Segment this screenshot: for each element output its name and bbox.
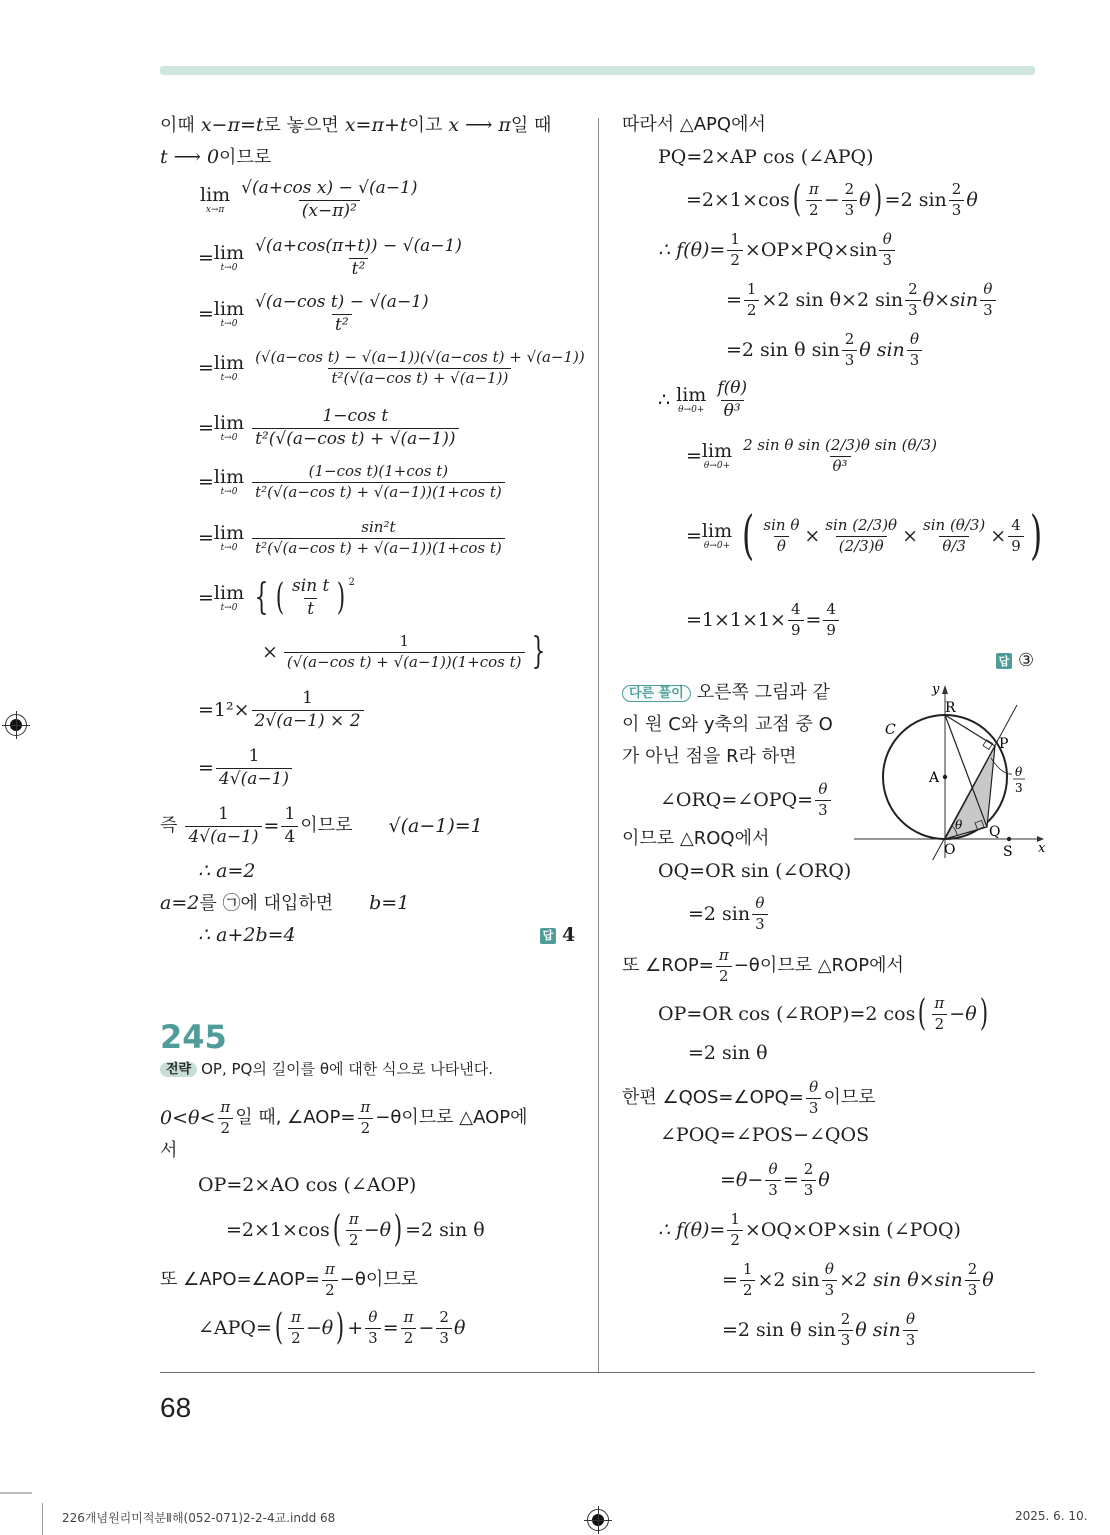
answer-badge-4: 답 4 (540, 926, 575, 945)
answer-icon: 답 (540, 928, 556, 944)
poq-line: ∠POQ=∠POS−∠QOS (660, 1124, 870, 1146)
therefore-a: ∴ a=2 (198, 860, 256, 882)
limit-step: = lim t→0 $\frac{\text{1−cos t}}{\text{t²(√(a−cos t) + √(a−1))}}$ (198, 408, 461, 449)
lim-line-1: ∴ lim θ→0+ $\frac{f(\theta)}{\text{θ³}}$ (658, 378, 748, 421)
poq-line-2: =θ− $\frac{\theta}{3}$ = $\frac{2}{3}$ θ (720, 1160, 830, 1199)
qos-line: 한편 ∠QOS=∠OPQ= $\frac{\theta}{3}$ 이므로 (622, 1078, 876, 1117)
problem-line-1-cont: 서 (160, 1140, 178, 1161)
alt-op-line-2: =2 sin θ (688, 1042, 768, 1064)
lim-line-3: = lim θ→0+ ( $\frac{\text{sin θ}}{\theta}$ × $\frac{\sin (2/3)\theta}{(2/3)\theta}$ × $\frac{\sin (\theta/3)}{\theta/3}$ × $\frac{4}{9}$ ) (686, 506, 1042, 566)
svg-text:Q: Q (989, 824, 1001, 840)
substitute-line: a=2 를 ㉠에 대입하면 b=1 (160, 892, 410, 914)
rop-line: 또 ∠ROP= $\frac{\pi}{2}$ −θ이므로 △ROP에서 (622, 946, 904, 985)
answer-icon: 답 (996, 653, 1012, 669)
answer-badge-3: 답 ③ (996, 652, 1034, 670)
svg-text:S: S (1003, 844, 1013, 860)
orq-line: ∠ORQ=∠OPQ= $\frac{\theta}{3}$ (660, 782, 833, 819)
limit-step: × $\frac{1}{\text{(√(a−cos t) + √(a−1))(1+cos t)}}$ } (262, 631, 545, 673)
column-divider (598, 118, 599, 1373)
f-line-2: = $\frac{1}{2}$ ×2 sin θ×2 sin $\frac{2}{3}$ θ×sin $\frac{\theta}{3}$ (726, 282, 998, 319)
svg-text:A: A (929, 770, 940, 786)
limit-step: lim x→π $\frac{\text{√(a+cos x) − √(a−1)}}{\text{(x−π)²}}$ (200, 178, 418, 221)
intro-line-1: 이때 x−π=t 로 놓으면 x=π+t 이고 x ⟶ π 일 때 (160, 114, 552, 136)
apq-line: ∠APQ= ( $\frac{\pi}{2}$ −θ ) + $\frac{\theta}{3}$ = $\frac{\pi}{2}$ − $\frac{2}{3}$ θ (198, 1307, 466, 1349)
alt-f-line-2: = $\frac{1}{2}$ ×2 sin $\frac{\theta}{3}$ ×2 sin θ×sin $\frac{2}{3}$ θ (722, 1260, 994, 1299)
op-line-2: =2×1×cos ( $\frac{\pi}{2}$ −θ ) =2 sin θ (226, 1209, 485, 1251)
svg-text:3: 3 (1015, 781, 1023, 795)
svg-text:C: C (885, 722, 896, 738)
problem-number: 245 (160, 1018, 227, 1056)
limit-step: = lim t→0 $\frac{√(a+\cos(\pi+t)) - √(a-1)}{\text{t²}}$ (198, 236, 462, 279)
bottom-rule (160, 1372, 1035, 1373)
lim-result: =1×1×1× $\frac{4}{9}$ = $\frac{4}{9}$ (686, 602, 841, 639)
limit-step: = lim t→0 { ( $\frac{\text{sin t}}{t}$ ) $^2$ (198, 576, 355, 619)
f-line-3: =2 sin θ sin $\frac{2}{3}$ θ sin $\frac{\theta}{3}$ (726, 332, 924, 369)
registration-mark-icon (587, 1509, 609, 1531)
limit-step: = lim t→0 $\frac{\text{(1−cos t)(1+cos t)}}{\text{t²(√(a−cos t) + √(a−1))(1+cos t)}}$ (198, 464, 507, 501)
limit-step: = lim t→0 $\frac{\text{(√(a−cos t) − √(a−1))(√(a−cos t) + √(a−1))}}{\text{t²(√(a−cos t) + √(a−1))}}$ (198, 348, 585, 387)
limit-step: = lim t→0 $\frac{\text{√(a−cos t) − √(a−1)}}{\text{t²}}$ (198, 292, 429, 335)
pq-line: PQ=2×AP cos (∠APQ) (658, 146, 874, 168)
geometry-figure (852, 680, 1047, 860)
crop-mark (0, 1492, 32, 1494)
circle-diagram (852, 680, 1047, 860)
registration-mark-icon (5, 714, 27, 736)
oq-line-2: =2 sin $\frac{\theta}{3}$ (688, 896, 770, 933)
svg-text:θ: θ (1015, 765, 1023, 779)
alt-solution-tag: 다른 풀이 (622, 685, 691, 702)
strategy-line: 전략 OP, PQ의 길이를 θ에 대한 식으로 나타낸다. (160, 1062, 493, 1077)
op-line: OP=2×AO cos (∠AOP) (198, 1174, 417, 1196)
right-line-1: 따라서 △APQ에서 (622, 114, 766, 135)
oq-line: OQ=OR sin (∠ORQ) (658, 860, 852, 882)
svg-text:x: x (1038, 841, 1046, 856)
svg-text:O: O (944, 842, 956, 858)
lim-line-2: = lim θ→0+ $\frac{\text{2 sin θ sin (2/3)θ sin (θ/3)}}{\text{θ³}}$ (686, 436, 937, 475)
top-header-bar (160, 66, 1035, 75)
alt-f-line-1: ∴ f(θ)= $\frac{1}{2}$ ×OQ×OP×sin (∠POQ) (658, 1210, 961, 1249)
svg-text:θ: θ (955, 818, 963, 832)
page-number: 68 (160, 1392, 192, 1423)
alt-solution-line-3: 가 아닌 점을 R라 하면 (622, 746, 797, 767)
final-answer-line: ∴ a+2b=4 (198, 924, 296, 946)
svg-text:P: P (999, 736, 1009, 752)
conclusion-line: 즉 $\frac{1}{4√(a-1)}$ = $\frac{1}{4}$ 이므로 √(a−1)=1 (160, 804, 483, 847)
limit-step: =1²× $\frac{1}{2√(a-1) \times 2}$ (198, 690, 366, 731)
f-line-1: ∴ f(θ)= $\frac{1}{2}$ ×OP×PQ×sin $\frac{\theta}{3}$ (658, 232, 897, 269)
alt-f-line-3: =2 sin θ sin $\frac{2}{3}$ θ sin $\frac{\theta}{3}$ (722, 1312, 920, 1349)
limit-step: = $\frac{1}{4√(a-1)}$ (198, 748, 294, 789)
roq-line: 이므로 △ROQ에서 (622, 828, 770, 849)
intro-line-2: t ⟶ 0 이므로 (160, 146, 272, 168)
alt-solution-line-1: 다른 풀이 오른쪽 그림과 같 (622, 684, 830, 702)
limit-step: = lim t→0 $\frac{\text{sin²t}}{\text{t²(√(a−cos t) + √(a−1))(1+cos t)}}$ (198, 520, 507, 557)
slug-file-info: 226개념원리미적분Ⅱ해(052-071)2-2-4교.indd 68 (62, 1511, 336, 1525)
problem-line-1: 0<θ< $\frac{\pi}{2}$ 일 때, ∠AOP= $\frac{\pi}{2}$ −θ이므로 △AOP에 (160, 1098, 528, 1137)
svg-text:R: R (945, 700, 956, 716)
apo-line: 또 ∠APO=∠AOP= $\frac{\pi}{2}$ −θ이므로 (160, 1260, 419, 1299)
alt-op-line: OP=OR cos (∠ROP)=2 cos ( $\frac{\pi}{2}$ −θ ) (658, 993, 988, 1035)
strategy-tag: 전략 (160, 1062, 197, 1077)
alt-solution-line-2: 이 원 C와 y축의 교점 중 O (622, 714, 833, 735)
pq-line-2: =2×1×cos ( $\frac{\pi}{2}$ − $\frac{2}{3}$ θ ) =2 sin $\frac{2}{3}$ θ (686, 179, 978, 221)
svg-text:y: y (932, 682, 940, 697)
slug-date: 2025. 6. 10. (1015, 1509, 1088, 1523)
crop-mark (42, 1503, 43, 1535)
